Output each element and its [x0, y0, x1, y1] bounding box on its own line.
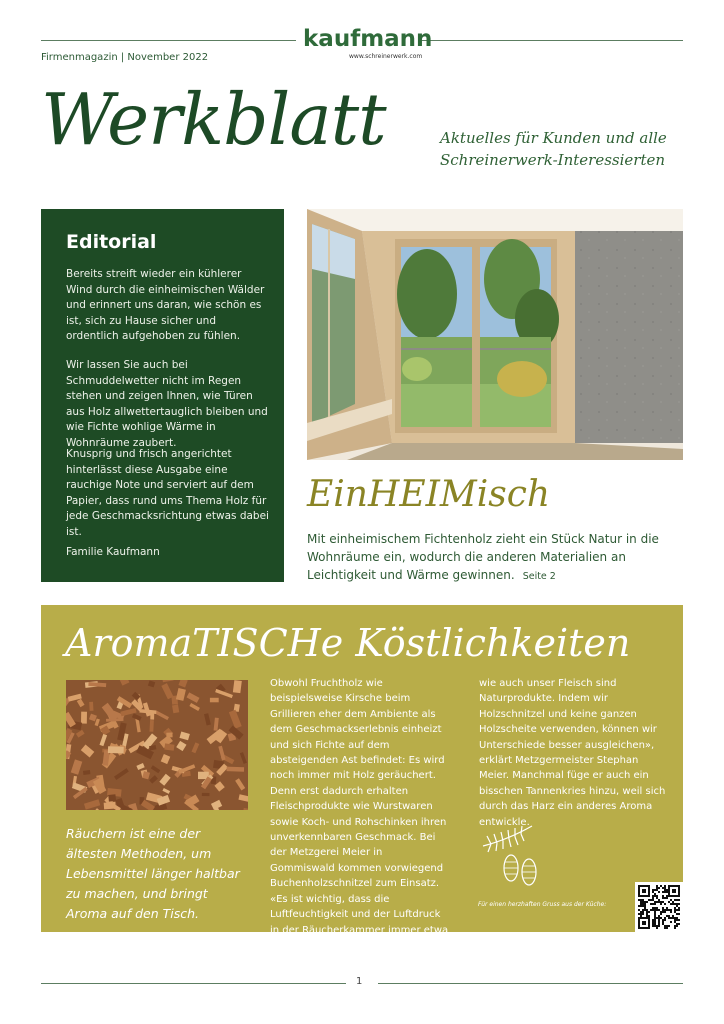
feature-teaser-text: Mit einheimischem Fichtenholz zieht ein Stück Natur in die Wohnräume ein, wodurch die anderen Materialien an Leichtigkeit und Wärme gewinnen. — [307, 532, 659, 582]
header-rule-left — [41, 40, 296, 41]
editorial-signature: Familie Kaufmann — [66, 546, 160, 558]
page-number: 1 — [356, 976, 363, 987]
aroma-section — [41, 605, 683, 951]
company-logo: kaufmann — [303, 26, 433, 52]
company-url[interactable]: www.schreinerwerk.com — [349, 53, 423, 60]
footer-rule-left — [41, 983, 346, 984]
qr-note: Für einen herzhaften Gruss aus der Küche: — [478, 901, 607, 908]
feature-teaser — [307, 530, 667, 586]
wood-chips-photo — [66, 680, 248, 810]
masthead-title: Werkblatt — [41, 78, 386, 161]
aroma-title: AromaTISCHe Köstlichkeiten — [65, 621, 631, 665]
feature-page-ref[interactable]: Seite 2 — [522, 571, 556, 582]
aroma-column-1: Obwohl Fruchtholz wie beispielsweise Kirsche beim Grillieren eher dem Ambiente als dem Geschmackserlebnis einheizt und sich Fichte auf dem absteigenden Ast befindet: Es wird noch immer mit Holz geräuchert. Denn erst dadurch erhalten Fleischprodukte wie Wurstwaren sowie Koch- und Rohschinken ihren unverkennbaren Geschmack. Bei der Metzgerei Meier in Gommiswald kommen vorwiegend Buchenholzschnitzel zum Einsatz. «Es ist wichtig, dass die Luftfeuchtigkeit und der Luftdruck in der Räucherkammer immer etwa gleich sind. Das Holz — [270, 678, 449, 951]
editorial-paragraph: Knusprig und frisch angerichtet hinterlässt diese Ausgabe eine rauchige Note und serviert auf dem Papier, dass rund ums Thema Holz für jede Geschmacksrichtung etwas dabei ist. — [66, 448, 269, 538]
aroma-column-2: wie auch unser Fleisch sind Naturprodukte. Indem wir Holzschnitzel und keine ganzen Holzscheite verwenden, können wir Unterschiede besser ausgleichen», erklärt Metzgermeister Stephan Meier. Manchmal füge er auch ein bisschen Tannenkries hinzu, weil sich durch das Harz ein anderes Aroma entwickle. — [479, 678, 666, 828]
editorial-box — [41, 209, 284, 582]
editorial-title: Editorial — [66, 231, 157, 253]
interior-photo — [307, 209, 683, 460]
masthead-tagline: Aktuelles für Kunden und alle Schreinerwerk-Interessierten — [440, 129, 667, 169]
feature-title: EinHEIMisch — [307, 474, 551, 515]
qr-code[interactable] — [635, 882, 683, 932]
issue-label: Firmenmagazin | November 2022 — [41, 52, 209, 63]
header-rule-right — [420, 40, 683, 41]
fir-branch-illustration — [477, 818, 547, 890]
editorial-paragraph: Wir lassen Sie auch bei Schmuddelwetter nicht im Regen stehen und zeigen Ihnen, wie Türen aus Holz allwettertauglich bleiben und wie Fichte wohlige Wärme in Wohnräume zaubert. — [66, 359, 268, 449]
aroma-photo-caption: Räuchern ist eine der ältesten Methoden, um Lebensmittel länger haltbar zu machen, und bringt Aroma auf den Tisch. — [66, 826, 240, 921]
footer-rule-right — [378, 983, 683, 984]
editorial-paragraph: Bereits streift wieder ein kühlerer Wind durch die einheimischen Wälder und erinnert uns daran, wie schön es ist, sich zu Hause sicher und ordentlich aufgehoben zu fühlen. — [66, 268, 265, 342]
